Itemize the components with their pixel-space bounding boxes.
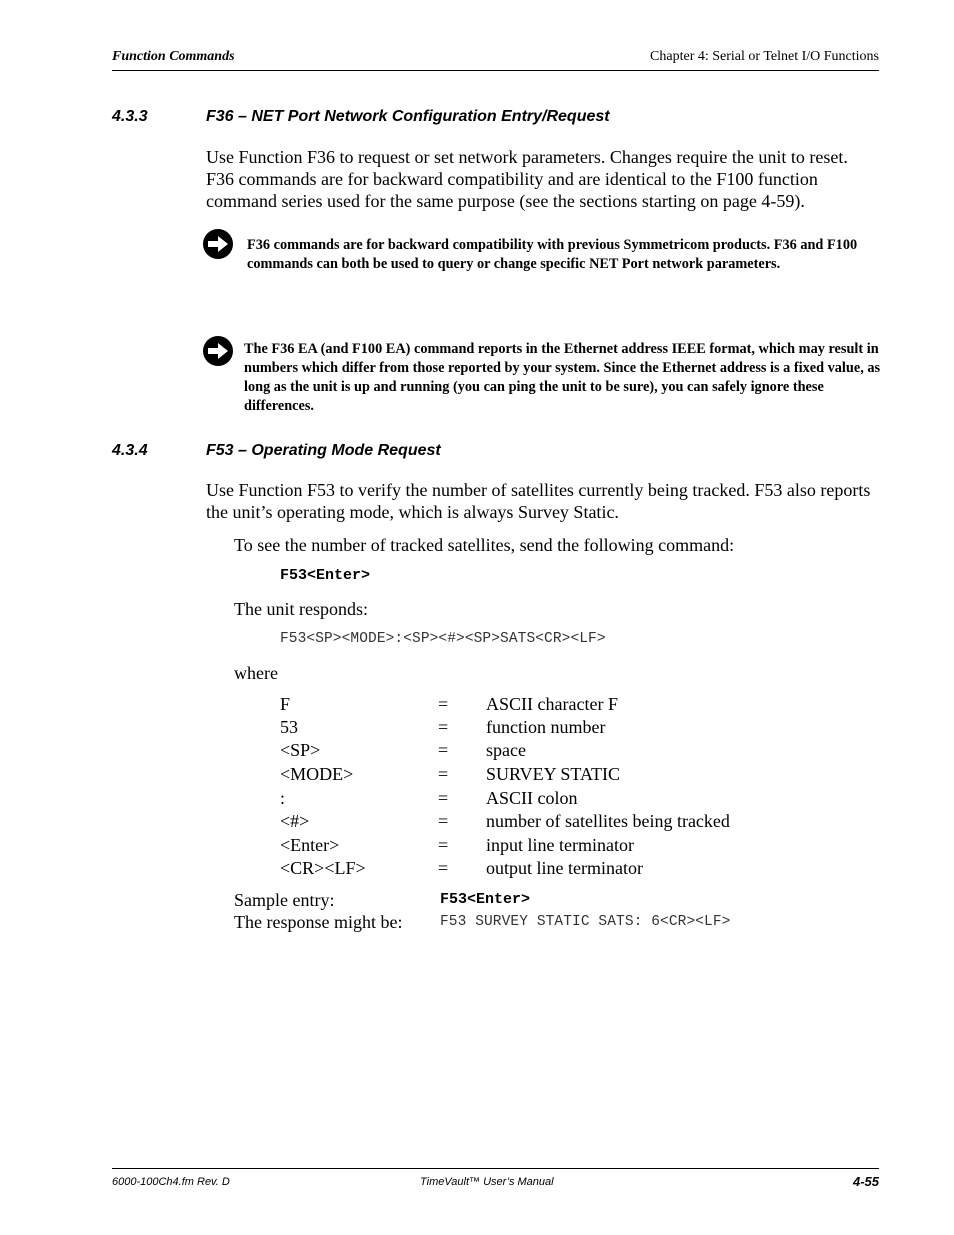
footer-filename: 6000-100Ch4.fm Rev. D xyxy=(112,1176,230,1188)
section-number: 4.3.3 xyxy=(112,108,148,125)
section-title: F53 – Operating Mode Request xyxy=(206,442,441,459)
footer-rule xyxy=(112,1168,879,1169)
responds-label: The unit responds: xyxy=(234,599,368,619)
response-format: F53<SP><MODE>:<SP><#><SP>SATS<CR><LF> xyxy=(280,631,606,647)
sample-entry-value: F53<Enter> xyxy=(440,891,531,908)
note-arrow-icon xyxy=(203,336,233,366)
page-number: 4-55 xyxy=(852,1174,879,1189)
definition-term: <Enter> xyxy=(280,835,340,855)
definition-description: number of satellites being tracked xyxy=(486,811,730,831)
definition-term: <SP> xyxy=(280,740,321,760)
definition-term: F xyxy=(280,694,291,714)
definition-term: <CR><LF> xyxy=(280,858,366,878)
running-header-chapter: Chapter 4: Serial or Telnet I/O Functions xyxy=(650,49,879,64)
response-value: F53 SURVEY STATIC SATS: 6<CR><LF> xyxy=(440,914,731,930)
body-paragraph: Use Function F36 to request or set network parameters. Changes require the unit to reset. F36 commands are for backward compatibility and are identical to the F100 function command series used for the same purpose (see the sections starting on page 4-59). xyxy=(206,147,848,211)
definition-term: <MODE> xyxy=(280,764,354,784)
definition-term: : xyxy=(280,788,286,808)
note-text: F36 commands are for backward compatibility with previous Symmetricom products. F36 and F100 commands can both be used to query or change specific NET Port network parameters. xyxy=(247,237,858,272)
where-label: where xyxy=(234,663,278,683)
command-text: F53<Enter> xyxy=(280,567,371,584)
equals-sign: = xyxy=(438,694,449,714)
equals-sign: = xyxy=(438,788,449,808)
instruction-text: To see the number of tracked satellites, send the following command: xyxy=(234,535,735,555)
equals-sign: = xyxy=(438,835,449,855)
section-title: F36 – NET Port Network Configuration Entry/Request xyxy=(206,108,610,125)
section-number: 4.3.4 xyxy=(112,442,148,459)
running-header-section: Function Commands xyxy=(112,49,235,64)
response-label: The response might be: xyxy=(234,912,403,932)
equals-sign: = xyxy=(438,858,449,878)
header-rule xyxy=(112,70,879,71)
definition-description: SURVEY STATIC xyxy=(486,764,620,784)
footer-manual-title: TimeVault™ User’s Manual xyxy=(420,1176,554,1188)
definition-description: input line terminator xyxy=(486,835,634,855)
definition-term: 53 xyxy=(280,717,298,737)
body-paragraph: Use Function F53 to verify the number of satellites currently being tracked. F53 also reports the unit’s operating mode, which is always Survey Static. xyxy=(206,480,871,522)
definition-description: function number xyxy=(486,717,606,737)
note-text: The F36 EA (and F100 EA) command reports in the Ethernet address IEEE format, which may result in numbers which differ from those reported by your system. Since the Ethernet address is a fixed value, as long as the unit is up and running (you can ping the unit to be sure), you can safely ignore these differences. xyxy=(244,341,881,414)
sample-entry-label: Sample entry: xyxy=(234,890,335,910)
command-example xyxy=(280,566,370,584)
definition-description: ASCII colon xyxy=(486,788,578,808)
equals-sign: = xyxy=(438,764,449,784)
equals-sign: = xyxy=(438,717,449,737)
definition-term: <#> xyxy=(280,811,310,831)
definition-description: space xyxy=(486,740,526,760)
definition-description: ASCII character F xyxy=(486,694,618,714)
definition-description: output line terminator xyxy=(486,858,643,878)
equals-sign: = xyxy=(438,811,449,831)
note-arrow-icon xyxy=(203,229,233,259)
equals-sign: = xyxy=(438,740,449,760)
